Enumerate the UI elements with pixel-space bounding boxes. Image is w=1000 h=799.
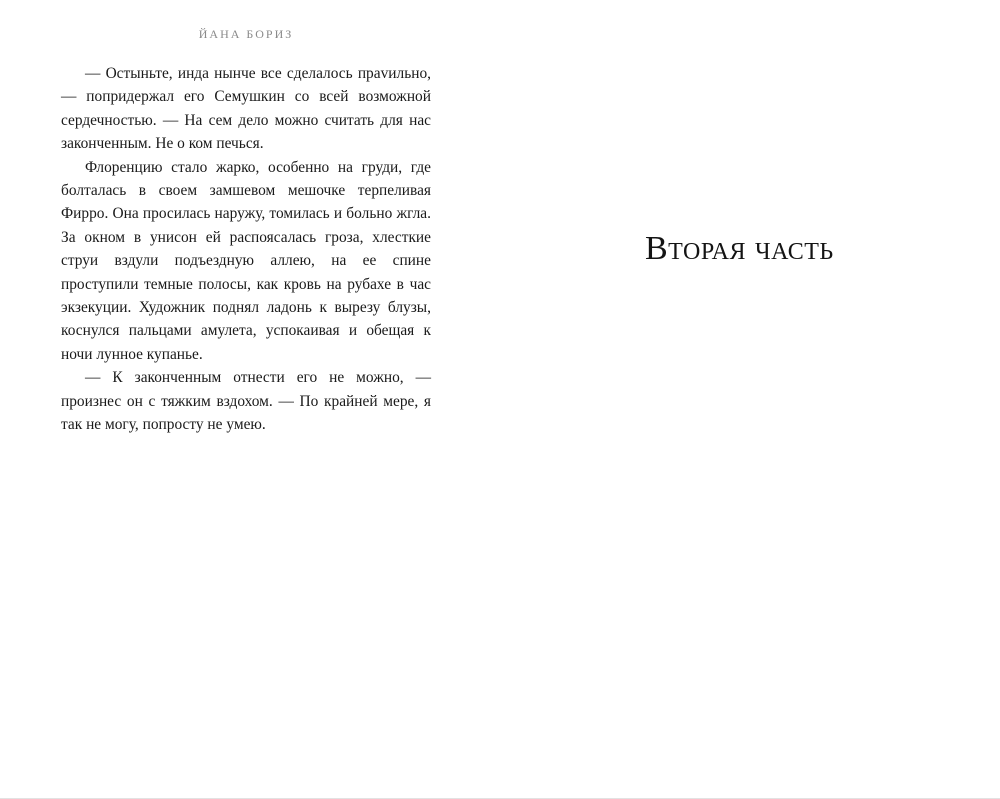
part-title: Вторая часть [645, 230, 834, 267]
right-page [500, 0, 1000, 799]
paragraph-2: Флоренцию стало жарко, особенно на груди, где болталась в своем замшевом мешочке терпеливая Фирро. Она просилась наружу, томилась и больно жгла. За окном в унисон ей распоясалась гроза, хлесткие струи вздули подъездную аллею, на ее спине проступили темные полосы, как кровь на рубахе в час экзекуции. Художник поднял ладонь к вырезу блузы, коснулся пальцами амулета, успокаивая и обещая к ночи лунное купанье. [61, 158, 431, 363]
paragraph-1: — Остыньте, инда нынче все сделалось праvильно, — попридержал его Семушкин со всей возможной сердечностью. — На сем дело можно считать для нас законченным. Не о ком печься. [61, 65, 431, 153]
paragraph-3: — К законченным отнести его не можно, — произнес он с тяжким вздохом. — По крайней мере, я так не могу, попросту не умею. [61, 369, 431, 434]
running-head-author: ЙАНА БОРИЗ [198, 27, 294, 41]
body-text [61, 62, 431, 437]
